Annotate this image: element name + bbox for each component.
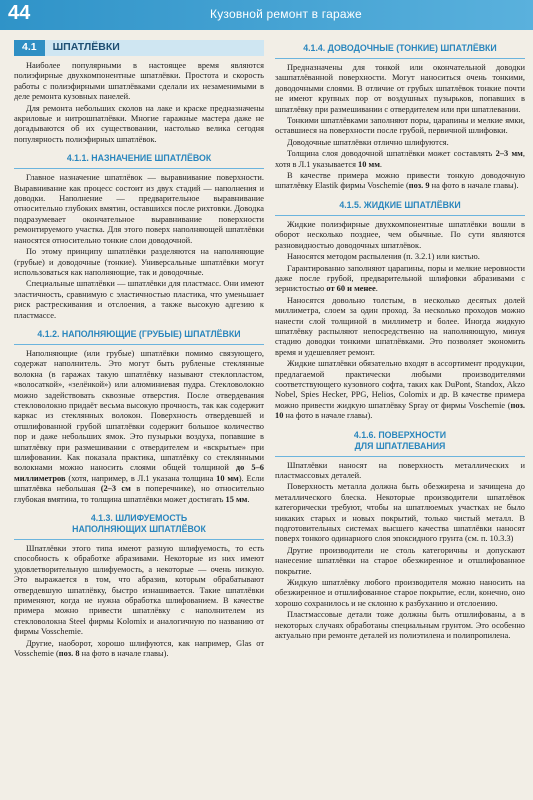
section-heading-4-1-3: 4.1.3. ШЛИФУЕМОСТЬ НАПОЛНЯЮЩИХ ШПАТЛЁВОК [14, 510, 264, 540]
section-heading-4-1-6: 4.1.6. ПОВЕРХНОСТИ ДЛЯ ШПАТЛЕВАНИЯ [275, 427, 525, 457]
body-paragraph: Жидкие полиэфирные двухкомпонентные шпатлёвки вошли в оборот несколько позднее, чем обычные. По сути являются разновидностью доводочных шпатлёвок. [275, 219, 525, 250]
page-header [0, 0, 533, 30]
body-paragraph: Наносятся довольно толстым, в несколько десятых долей миллиметра, слоем за один проход. За несколько проходов можно нанести слой толщиной в миллиметр и более. Иногда жидкую шпатлёвку распыляют непосредственно на наполняющую, минуя стадию доводки тонкими шпатлёвками. Это позволяет экономить время и удешевляет ремонт. [275, 295, 525, 357]
body-paragraph: Главное назначение шпатлёвок — выравнивание поверхности. Выравнивание как процесс состоит из двух стадий — наполнения и доводки. Наполнение — предварительное выравнивание относительно глубоких вмятин, оставшихся после рихтовки. Доводка подразумевает окончательное выравнивание поверхности ремонтируемого участка. Для этого поверх наполняющей шпатлёвки наносятся относительно тонкие слои доводочной. [14, 173, 264, 245]
page-number: 44 [8, 2, 31, 24]
body-paragraph: Поверхность металла должна быть обезжирена и зачищена до металлического блеска. Некоторые производители шпатлёвок категорически требуют, чтобы на шпатлюемых участках не было никаких старых и новых покрытий, только чистый металл. В подготовительных системах высшего качества шпатлёвки наносят поверх тонкого одинарного слоя эпоксидного грунта (см. п. 10.3.3) [275, 482, 525, 544]
body-paragraph: Другие производители не столь категоричны и допускают нанесение шпатлёвки на старое обезжиренное и отшлифованное покрытие. [275, 545, 525, 576]
intro-paragraph: Наиболее популярными в настоящее время являются полиэфирные двухкомпонентные шпатлёвки. Простота и скорость работы с полиэфирными шпатлёвками сделали их незаменимыми в деле ремонта кузовных панелей. [14, 61, 264, 102]
section-heading-4-1-5: 4.1.5. ЖИДКИЕ ШПАТЛЁВКИ [275, 197, 525, 216]
running-title: Кузовной ремонт в гараже [210, 7, 362, 21]
section-heading-4-1-2: 4.1.2. НАПОЛНЯЮЩИЕ (ГРУБЫЕ) ШПАТЛЁВКИ [14, 326, 264, 345]
chapter-number: 4.1 [14, 40, 45, 56]
body-paragraph: Тонкими шпатлёвками заполняют поры, царапины и мелкие ямки, оставшиеся на поверхности после грубой, первичной шлифовки. [275, 116, 525, 136]
body-paragraph: Специальные шпатлёвки — шпатлёвки для пластмасс. Они имеют эластичность, сравнимую с эластичностью пластика, что уменьшает риск растрескивания и отслоения, а также высокую адгезию к пластмассе. [14, 279, 264, 320]
chapter-title: ШПАТЛЁВКИ [45, 40, 264, 56]
body-paragraph: Толщина слоя доводочной шпатлёвки может составлять 2–3 мм, хотя в Л.1 указывается 10 мм. [275, 149, 525, 169]
body-paragraph: Шпатлёвки этого типа имеют разную шлифуемость, то есть способность к обработке абразивами. Некоторые из них имеют удовлетворительную шлифуемость, а некоторые — очень низкую. Это выражается в том, что абразив, которым обрабатывают отвердевшую шпатлёвку, быстро изнашивается. Такие шпатлёвки применяют, когда не нужна обработка шлифованием. В качестве примера можно привести шпатлёвку с наполнителем из стекловолокна Steel фирмы Kolomix и аналогичную по названию от фирмы Vosschemie. [14, 544, 264, 637]
body-paragraph: Другие, наоборот, хорошо шлифуются, как например, Glas от Vosschemie (поз. 8 на фото в начале главы). [14, 638, 264, 659]
right-column [275, 40, 525, 642]
body-paragraph: Доводочные шпатлёвки отлично шлифуются. [287, 137, 449, 147]
section-heading-4-1-1: 4.1.1. НАЗНАЧЕНИЕ ШПАТЛЁВОК [14, 150, 264, 169]
section-heading-4-1-4: 4.1.4. ДОВОДОЧНЫЕ (ТОНКИЕ) ШПАТЛЁВКИ [275, 40, 525, 59]
body-paragraph: В качестве примера можно привести тонкую доводочную шпатлёвку Elastik фирмы Voschemie (поз. 9 на фото в начале главы). [275, 171, 525, 191]
body-paragraph: Пластмассовые детали тоже должны быть отшлифованы, а в некоторых случаях обработаны специальным грунтом. Это особенно актуально при ремонте деталей из полиэтилена и полипропилена. [275, 610, 525, 641]
body-paragraph: Шпатлёвки наносят на поверхность металлических и пластмассовых деталей. [275, 460, 525, 480]
chapter-heading [14, 40, 264, 56]
intro-paragraph: Для ремонта небольших сколов на лаке и краске предназначены акриловые и нитрошпатлёвки. Многие гаражные мастера даже не догадываются об их существовании, настолько велика сегодня популярность полиэфирных шпатлёвок. [14, 103, 264, 144]
body-paragraph: Предназначены для тонкой или окончательной доводки зашпатлёванной поверхности. Могут наноситься очень тонкими, доводочными слоями. В отличие от грубых шпатлёвок тонкие почти не имеют крупных пор от воздушных пузырьков, попавших в шпатлёвку при размешивании с отвердителем или при шпатлевании. [275, 63, 525, 114]
body-paragraph: По этому принципу шпатлёвки разделяются на наполняющие (грубые) и доводочные (тонкие). Универсальные шпатлёвки могут использоваться как наполняющие, так и доводочные. [14, 247, 264, 277]
body-paragraph: Жидкую шпатлёвку любого производителя можно наносить на обезжиренное и отшлифованное старое покрытие, если, конечно, оно хорошо сохранилось и не склонно к разбуханию и отслоению. [275, 578, 525, 608]
body-paragraph: Наполняющие (или грубые) шпатлёвки помимо связующего, содержат наполнитель. Это могут быть рубленые стеклянные волокна (в гаражах такую шпатлёвку называют стеклопластом, «волосаткой», «зелёнкой») или алюминиевая пудра. Стекловолокно можно задействовать сквозные отверстия. После отвердевания стекловолокно придаёт весьма высокую прочность, так как содержит каркас из стеклянных волокон. Поверхность отвердевшей и отшлифованной грубой шпатлёвки содержит большое количество пор и даже небольших ямок. Это пузырьки воздуха, попавшие в шпатлёвку при размешивании с отвердителем и «вскрытые» при шлифовании. Как показала практика, шпатлёвку со стеклянными волокнами можно наносить слоями общей толщиной до 5–6 миллиметров (хотя, например, в Л.1 указана толщина 10 мм). Если шпатлёвка небольшая (2–3 см в поперечнике), но относительно глубокая вмятина, то толщина шпатлёвки может достигать 15 мм. [14, 348, 265, 504]
body-paragraph: Наносятся методом распыления (п. 3.2.1) или кистью. [287, 252, 480, 262]
body-paragraph: Жидкие шпатлёвки обязательно входят в ассортимент продукции, предлагаемой практически любыми производителями соответствующего кузовного софта, таких как DuPont, Standox, Akzo Nobel, Spies Hecker, PPG, Helios, Colomix и др. В качестве примера можно привести жидкую шпатлёвку Spray от фирмы Voschemie (поз. 10 на фото в начале главы). [275, 359, 525, 421]
body-paragraph: Гарантированно заполняют царапины, поры и мелкие неровности даже после грубой, предварительной шлифовки абразивами с зернистостью от 60 и менее. [275, 263, 525, 294]
left-column [14, 40, 264, 660]
